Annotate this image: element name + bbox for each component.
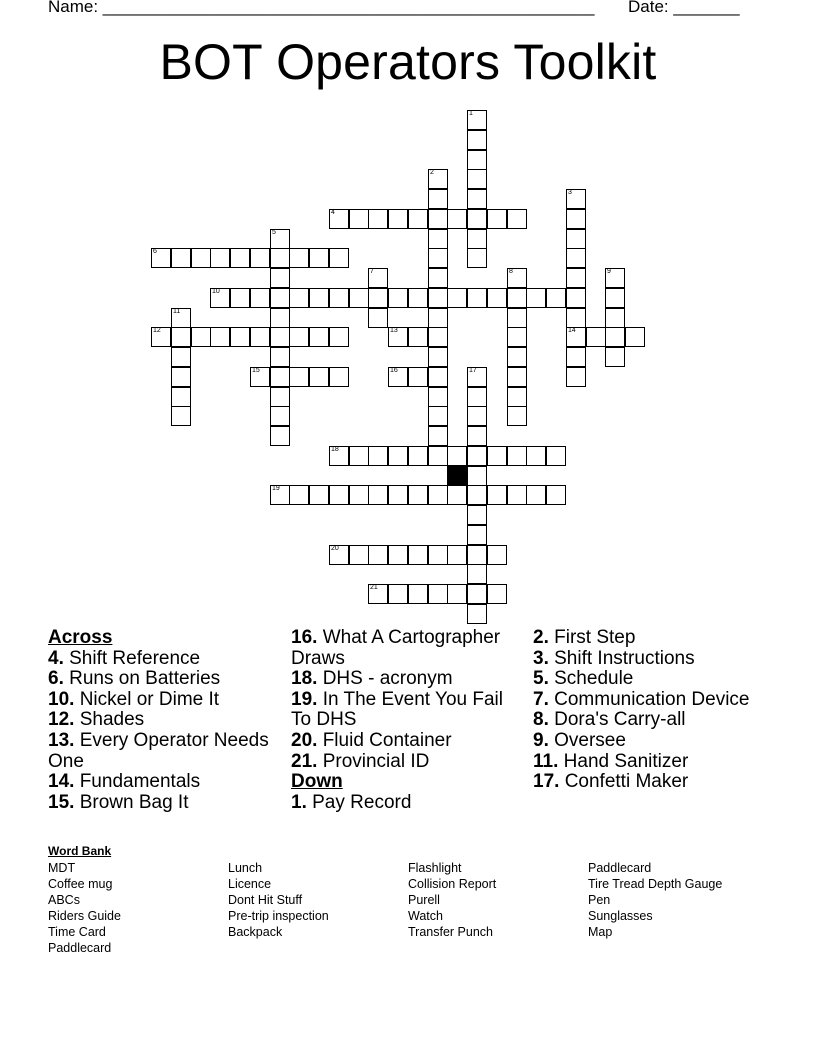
clue-number-label: 5. — [533, 668, 549, 690]
word-bank-item: Tire Tread Depth Gauge — [588, 877, 723, 891]
crossword-cell[interactable] — [250, 327, 270, 347]
crossword-cell[interactable] — [467, 150, 487, 170]
crossword-cell[interactable] — [467, 485, 487, 505]
crossword-cell[interactable] — [270, 426, 290, 446]
crossword-cell[interactable] — [467, 584, 487, 604]
crossword-cell[interactable] — [250, 367, 270, 387]
crossword-cell[interactable] — [171, 367, 191, 387]
crossword-cell[interactable] — [230, 288, 250, 308]
crossword-cell[interactable] — [428, 485, 448, 505]
clue-number-label: 15. — [48, 791, 75, 813]
clue-item — [48, 793, 283, 814]
crossword-cell[interactable] — [329, 545, 349, 565]
crossword-cell[interactable] — [507, 288, 527, 308]
crossword-cell[interactable] — [349, 485, 369, 505]
clue-item — [533, 649, 768, 670]
clue-text: Schedule — [548, 668, 634, 690]
clue-number-label: 7. — [533, 688, 549, 710]
word-bank-item: Lunch — [228, 861, 263, 875]
crossword-cell[interactable] — [408, 367, 428, 387]
crossword-cell[interactable] — [625, 327, 645, 347]
clue-item — [48, 731, 283, 772]
crossword-cell[interactable] — [447, 545, 467, 565]
clue-text: Brown Bag It — [74, 791, 189, 813]
clue-number: 5 — [272, 229, 276, 236]
crossword-cell[interactable] — [289, 288, 309, 308]
clue-text: Oversee — [548, 729, 626, 751]
clue-number: 12 — [153, 327, 161, 334]
crossword-cell[interactable] — [546, 446, 566, 466]
word-bank-item: ABCs — [48, 893, 80, 907]
clue-text: Nickel or Dime It — [74, 688, 220, 710]
word-bank-item: Riders Guide — [48, 909, 121, 923]
crossword-cell[interactable] — [210, 327, 230, 347]
clue-number-label: 16. — [291, 627, 318, 648]
crossword-cell[interactable] — [605, 288, 625, 308]
crossword-cell[interactable] — [526, 485, 546, 505]
crossword-cell[interactable] — [408, 545, 428, 565]
crossword-cell[interactable] — [289, 248, 309, 268]
crossword-cell[interactable] — [566, 367, 586, 387]
clue-number-label: 18. — [291, 668, 318, 690]
page-title: BOT Operators Toolkit — [159, 34, 657, 90]
crossword-cell[interactable] — [428, 446, 448, 466]
crossword-cell[interactable] — [566, 327, 586, 347]
crossword-cell[interactable] — [566, 248, 586, 268]
clue-number: 9 — [607, 268, 611, 275]
clue-item — [533, 752, 768, 773]
clue-number: 3 — [568, 189, 572, 196]
crossword-cell[interactable] — [487, 545, 507, 565]
crossword-cell[interactable] — [428, 387, 448, 407]
crossword-cell[interactable] — [467, 604, 487, 624]
clue-item — [533, 710, 768, 731]
crossword-cell[interactable] — [507, 367, 527, 387]
clue-item — [291, 731, 526, 752]
crossword-cell[interactable] — [586, 327, 606, 347]
word-bank-item: Coffee mug — [48, 877, 113, 891]
clue-number-label: 11. — [533, 750, 559, 772]
clue-item — [291, 628, 526, 669]
crossword-cell[interactable] — [329, 327, 349, 347]
crossword-cell[interactable] — [526, 446, 546, 466]
crossword-cell[interactable] — [408, 446, 428, 466]
crossword-cell[interactable] — [566, 189, 586, 209]
crossword-cell[interactable] — [349, 209, 369, 229]
crossword-cell[interactable] — [349, 446, 369, 466]
word-bank-item: Backpack — [228, 925, 283, 939]
clue-number-label: 8. — [533, 709, 549, 731]
clue-number: 21 — [370, 584, 378, 591]
name-field-label: Name: ____________________________________________________ — [48, 0, 595, 16]
crossword-cell[interactable] — [171, 308, 191, 328]
crossword-cell[interactable] — [388, 327, 408, 347]
clue-item — [533, 690, 768, 711]
crossword-cell[interactable] — [507, 347, 527, 367]
crossword-cell[interactable] — [250, 288, 270, 308]
crossword-cell[interactable] — [408, 327, 428, 347]
crossword-cell[interactable] — [270, 367, 290, 387]
crossword-cell[interactable] — [487, 209, 507, 229]
clue-number-label: 14. — [48, 771, 75, 793]
clue-number: 18 — [331, 446, 339, 453]
crossword-cell[interactable] — [447, 584, 467, 604]
crossword-cell[interactable] — [467, 466, 487, 486]
clue-number-label: 1. — [291, 791, 307, 813]
crossword-cell[interactable] — [250, 248, 270, 268]
crossword-cell[interactable] — [171, 347, 191, 367]
crossword-cell[interactable] — [191, 327, 211, 347]
across-heading: Across — [48, 627, 113, 648]
word-bank-item: Flashlight — [408, 861, 462, 875]
crossword-cell[interactable] — [428, 545, 448, 565]
crossword-cell[interactable] — [467, 446, 487, 466]
crossword-cell[interactable] — [368, 446, 388, 466]
crossword-cell[interactable] — [507, 406, 527, 426]
crossword-cell[interactable] — [230, 248, 250, 268]
clue-number-label: 19. — [291, 688, 318, 710]
crossword-cell[interactable] — [507, 485, 527, 505]
crossword-cell[interactable] — [447, 446, 467, 466]
word-bank-title: Word Bank — [48, 844, 112, 858]
crossword-cell[interactable] — [467, 130, 487, 150]
word-bank-column — [588, 860, 722, 940]
crossword-cell[interactable] — [368, 268, 388, 288]
clue-text: Shades — [74, 709, 145, 731]
word-bank-column — [48, 860, 121, 956]
clue-text: DHS - acronym — [317, 668, 453, 690]
crossword-cell[interactable] — [309, 248, 329, 268]
crossword-cell[interactable] — [191, 248, 211, 268]
clue-text: Runs on Batteries — [63, 668, 221, 690]
crossword-cell[interactable] — [526, 288, 546, 308]
word-bank-item: Pre-trip inspection — [228, 909, 329, 923]
clue-number: 17 — [469, 367, 477, 374]
clue-number-label: 2. — [533, 627, 549, 648]
crossword-cell[interactable] — [368, 308, 388, 328]
crossword-cell[interactable] — [408, 485, 428, 505]
crossword-cell[interactable] — [546, 288, 566, 308]
clue-number: 4 — [331, 209, 335, 216]
crossword-cell[interactable] — [388, 446, 408, 466]
crossword-cell[interactable] — [408, 288, 428, 308]
clue-item — [533, 772, 768, 793]
crossword-cell[interactable] — [467, 367, 487, 387]
crossword-cell[interactable] — [368, 288, 388, 308]
crossword-cell[interactable] — [507, 308, 527, 328]
crossword-cell[interactable] — [309, 367, 329, 387]
clue-number-label: 13. — [48, 729, 75, 751]
clues-column-2 — [291, 628, 526, 813]
crossword-cell[interactable] — [428, 347, 448, 367]
crossword-cell[interactable] — [210, 248, 230, 268]
crossword-cell[interactable] — [171, 248, 191, 268]
crossword-block — [447, 466, 467, 486]
crossword-cell[interactable] — [428, 308, 448, 328]
crossword-cell[interactable] — [388, 209, 408, 229]
word-bank-item: Watch — [408, 909, 443, 923]
crossword-cell[interactable] — [388, 367, 408, 387]
crossword-cell[interactable] — [349, 545, 369, 565]
crossword-cell[interactable] — [151, 248, 171, 268]
clue-number-label: 17. — [533, 771, 560, 793]
crossword-cell[interactable] — [368, 545, 388, 565]
clue-number-label: 6. — [48, 668, 64, 690]
clue-number: 14 — [568, 327, 576, 334]
crossword-cell[interactable] — [171, 327, 191, 347]
clue-text: Fluid Container — [317, 729, 452, 751]
crossword-cell[interactable] — [388, 545, 408, 565]
crossword-cell[interactable] — [388, 288, 408, 308]
clues-column-1 — [48, 628, 283, 813]
crossword-cell[interactable] — [388, 485, 408, 505]
crossword-cell[interactable] — [447, 485, 467, 505]
crossword-cell[interactable] — [487, 288, 507, 308]
crossword-cell[interactable] — [467, 229, 487, 249]
crossword-cell[interactable] — [428, 268, 448, 288]
crossword-cell[interactable] — [566, 209, 586, 229]
clue-number: 13 — [390, 327, 398, 334]
crossword-cell[interactable] — [329, 367, 349, 387]
crossword-cell[interactable] — [368, 209, 388, 229]
clue-number: 16 — [390, 367, 398, 374]
word-bank-column — [408, 860, 496, 940]
crossword-cell[interactable] — [408, 209, 428, 229]
crossword-cell[interactable] — [447, 209, 467, 229]
crossword-cell[interactable] — [467, 406, 487, 426]
clue-number: 11 — [173, 308, 181, 315]
clue-item — [291, 752, 526, 773]
crossword-cell[interactable] — [507, 268, 527, 288]
crossword-cell[interactable] — [467, 564, 487, 584]
word-bank-item: Paddlecard — [588, 861, 652, 875]
clue-number: 7 — [370, 268, 374, 275]
clue-number: 1 — [469, 110, 473, 117]
clue-number-label: 12. — [48, 709, 75, 731]
clues-column-3 — [533, 628, 768, 793]
clue-number-label: 10. — [48, 688, 75, 710]
crossword-cell[interactable] — [566, 229, 586, 249]
crossword-cell[interactable] — [289, 367, 309, 387]
word-bank-item: Map — [588, 925, 613, 939]
clue-number: 19 — [272, 485, 280, 492]
crossword-cell[interactable] — [487, 584, 507, 604]
clue-text: Shift Instructions — [548, 647, 695, 669]
crossword-cell[interactable] — [368, 584, 388, 604]
crossword-cell[interactable] — [507, 327, 527, 347]
word-bank-item: Dont Hit Stuff — [228, 893, 303, 907]
clue-text: Hand Sanitizer — [558, 750, 689, 772]
clue-text: Dora's Carry-all — [548, 709, 686, 731]
crossword-cell[interactable] — [408, 584, 428, 604]
word-bank-item: Time Card — [48, 925, 106, 939]
crossword-cell[interactable] — [467, 248, 487, 268]
clue-text: Provincial ID — [317, 750, 430, 772]
clue-text: Pay Record — [306, 791, 412, 813]
crossword-cell[interactable] — [467, 189, 487, 209]
crossword-cell[interactable] — [329, 248, 349, 268]
crossword-cell[interactable] — [171, 406, 191, 426]
crossword-cell[interactable] — [289, 485, 309, 505]
crossword-cell[interactable] — [428, 169, 448, 189]
crossword-cell[interactable] — [210, 288, 230, 308]
crossword-cell[interactable] — [309, 288, 329, 308]
date-field-label: Date: _______ — [628, 0, 740, 16]
clue-text: Fundamentals — [74, 771, 201, 793]
crossword-cell[interactable] — [171, 387, 191, 407]
crossword-cell[interactable] — [388, 584, 408, 604]
crossword-cell[interactable] — [605, 327, 625, 347]
crossword-cell[interactable] — [467, 169, 487, 189]
down-heading: Down — [291, 771, 343, 793]
clue-number-label: 3. — [533, 647, 549, 669]
crossword-cell[interactable] — [428, 327, 448, 347]
crossword-cell[interactable] — [605, 268, 625, 288]
clue-item — [533, 628, 768, 649]
word-bank-item: Sunglasses — [588, 909, 653, 923]
crossword-cell[interactable] — [329, 485, 349, 505]
clue-number-label: 21. — [291, 750, 318, 772]
clue-item — [291, 690, 526, 731]
crossword-cell[interactable] — [151, 327, 171, 347]
crossword-cell[interactable] — [309, 485, 329, 505]
clue-number: 20 — [331, 545, 339, 552]
crossword-cell[interactable] — [270, 308, 290, 328]
crossword-cell[interactable] — [368, 485, 388, 505]
word-bank-item: Pen — [588, 893, 611, 907]
clue-number: 2 — [430, 169, 434, 176]
word-bank-item: Transfer Punch — [408, 925, 493, 939]
crossword-cell[interactable] — [546, 485, 566, 505]
clue-number-label: 20. — [291, 729, 318, 751]
crossword-cell[interactable] — [428, 189, 448, 209]
clue-item — [48, 690, 283, 711]
crossword-cell[interactable] — [270, 327, 290, 347]
word-bank-item: Paddlecard — [48, 941, 112, 955]
crossword-cell[interactable] — [467, 525, 487, 545]
crossword-cell[interactable] — [329, 446, 349, 466]
crossword-cell[interactable] — [329, 209, 349, 229]
clue-text: Shift Reference — [63, 647, 201, 669]
clue-number-label: 9. — [533, 729, 549, 751]
crossword-cell[interactable] — [566, 288, 586, 308]
crossword-cell[interactable] — [605, 347, 625, 367]
crossword-cell[interactable] — [270, 347, 290, 367]
crossword-cell[interactable] — [270, 229, 290, 249]
clue-text: Communication Device — [548, 688, 750, 710]
crossword-cell[interactable] — [230, 327, 250, 347]
clue-item — [291, 669, 526, 690]
crossword-cell[interactable] — [467, 505, 487, 525]
crossword-cell[interactable] — [309, 327, 329, 347]
clue-text: Every Operator Needs One — [48, 729, 269, 772]
crossword-cell[interactable] — [487, 485, 507, 505]
crossword-cell[interactable] — [467, 426, 487, 446]
crossword-cell[interactable] — [467, 545, 487, 565]
clue-number: 10 — [212, 288, 220, 295]
clue-item — [48, 710, 283, 731]
crossword-cell[interactable] — [349, 288, 369, 308]
crossword-cell[interactable] — [447, 288, 467, 308]
clue-item — [291, 793, 526, 814]
crossword-cell[interactable] — [428, 229, 448, 249]
crossword-cell[interactable] — [270, 485, 290, 505]
clue-item — [48, 649, 283, 670]
clue-item — [533, 669, 768, 690]
crossword-cell[interactable] — [507, 387, 527, 407]
crossword-cell[interactable] — [605, 308, 625, 328]
crossword-cell[interactable] — [428, 406, 448, 426]
clue-number: 15 — [252, 367, 260, 374]
crossword-cell[interactable] — [270, 268, 290, 288]
clue-text: In The Event You Fail To DHS — [291, 688, 503, 731]
crossword-cell[interactable] — [428, 426, 448, 446]
crossword-cell[interactable] — [270, 406, 290, 426]
clue-text: First Step — [548, 627, 636, 648]
crossword-cell[interactable] — [467, 209, 487, 229]
crossword-cell[interactable] — [270, 288, 290, 308]
crossword-cell[interactable] — [566, 347, 586, 367]
clue-number: 8 — [509, 268, 513, 275]
clue-number: 6 — [153, 248, 157, 255]
clue-number-label: 4. — [48, 647, 64, 669]
clue-item — [48, 772, 283, 793]
crossword-cell[interactable] — [566, 308, 586, 328]
crossword-cell[interactable] — [467, 288, 487, 308]
crossword-cell[interactable] — [289, 327, 309, 347]
clue-item — [533, 731, 768, 752]
clue-item — [48, 669, 283, 690]
crossword-cell[interactable] — [487, 446, 507, 466]
crossword-cell[interactable] — [270, 387, 290, 407]
word-bank-item: Licence — [228, 877, 272, 891]
clue-text: Confetti Maker — [559, 771, 689, 793]
word-bank-item: MDT — [48, 861, 76, 875]
crossword-cell[interactable] — [507, 446, 527, 466]
clue-text: What A Cartographer Draws — [291, 627, 501, 669]
word-bank-item: Collision Report — [408, 877, 497, 891]
crossword-cell[interactable] — [566, 268, 586, 288]
crossword-cell[interactable] — [270, 248, 290, 268]
crossword-cell[interactable] — [329, 288, 349, 308]
crossword-cell[interactable] — [467, 110, 487, 130]
word-bank-item: Purell — [408, 893, 440, 907]
crossword-cell[interactable] — [507, 209, 527, 229]
word-bank-column — [228, 860, 329, 940]
crossword-cell[interactable] — [467, 387, 487, 407]
crossword-cell[interactable] — [428, 209, 448, 229]
crossword-cell[interactable] — [428, 367, 448, 387]
crossword-cell[interactable] — [428, 248, 448, 268]
crossword-cell[interactable] — [428, 584, 448, 604]
crossword-cell[interactable] — [428, 288, 448, 308]
